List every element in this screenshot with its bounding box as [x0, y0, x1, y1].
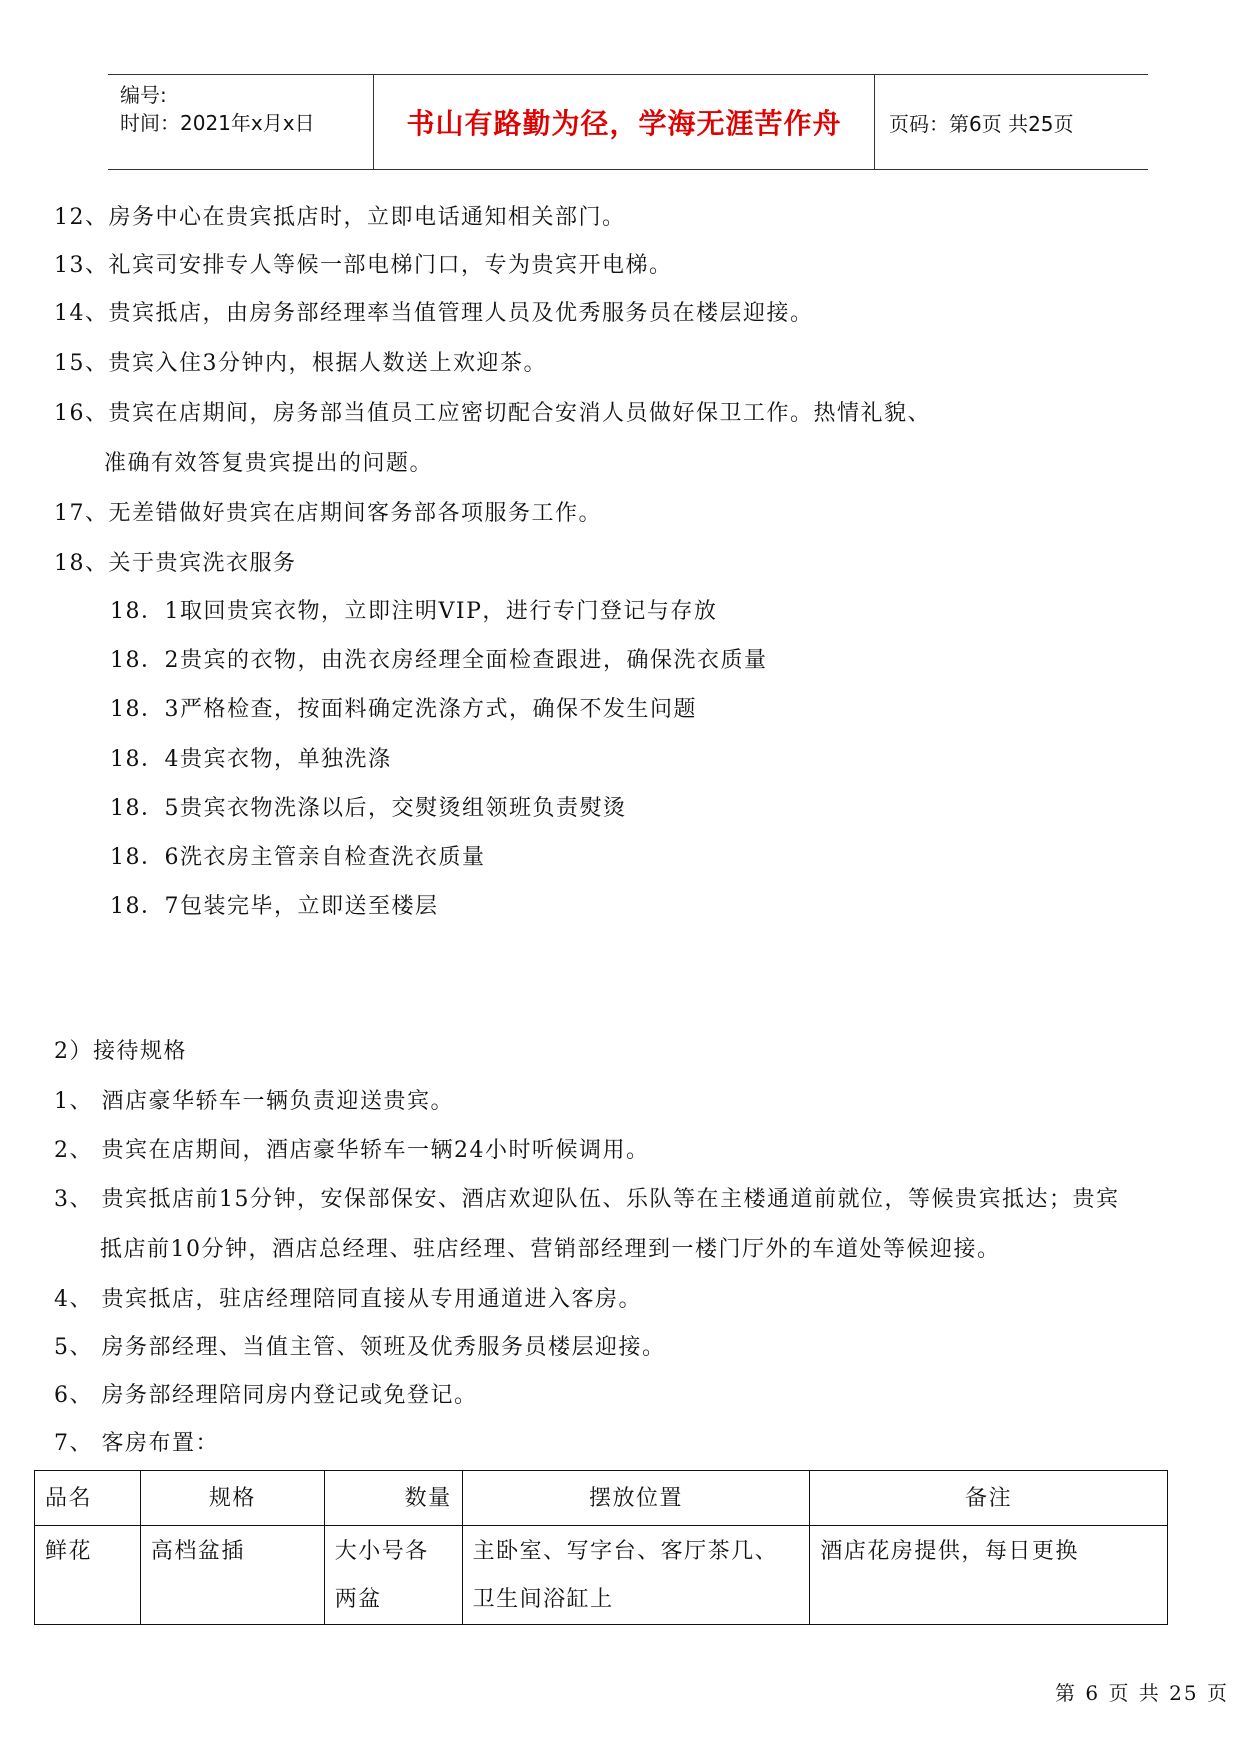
list-item: 1、 酒店豪华轿车一辆负责迎送贵宾。 [54, 1089, 454, 1114]
list-item: 18、关于贵宾洗衣服务 [54, 551, 297, 576]
header-cell-name: 品名 [35, 1471, 141, 1526]
cell-placement: 主卧室、写字台、客厅茶几、卫生间浴缸上 [462, 1526, 810, 1625]
list-item: 6、 房务部经理陪同房内登记或免登记。 [54, 1383, 478, 1408]
section-2-title: 2）接待规格 [54, 1039, 187, 1064]
header-page-info: 页码：第6页 共25页 [889, 111, 1074, 136]
header-cell-spec: 规格 [140, 1471, 324, 1526]
cell-name: 鲜花 [35, 1526, 141, 1625]
list-item: 5、 房务部经理、当值主管、领班及优秀服务员楼层迎接。 [54, 1335, 666, 1360]
list-item: 17、无差错做好贵宾在店期间客务部各项服务工作。 [54, 501, 602, 526]
header-cell-placement: 摆放位置 [462, 1471, 810, 1526]
cell-quantity: 大小号各两盆 [324, 1526, 462, 1625]
list-item: 18．1取回贵宾衣物，立即注明VIP，进行专门登记与存放 [110, 599, 718, 624]
time-label: 时间：2021年x月x日 [120, 111, 315, 135]
list-item: 18．2贵宾的衣物，由洗衣房经理全面检查跟进，确保洗衣质量 [110, 648, 768, 673]
header-cell-quantity: 数量 [324, 1471, 462, 1526]
table-row [35, 1526, 1168, 1625]
list-item: 2、 贵宾在店期间，酒店豪华轿车一辆24小时听候调用。 [54, 1138, 650, 1163]
list-item: 准确有效答复贵宾提出的问题。 [104, 451, 434, 476]
list-item: 7、 客房布置： [54, 1431, 219, 1456]
page-footer: 第 6 页 共 25 页 [1055, 1681, 1229, 1705]
list-item: 12、房务中心在贵宾抵店时，立即电话通知相关部门。 [54, 205, 626, 230]
list-item: 4、 贵宾抵店，驻店经理陪同直接从专用通道进入客房。 [54, 1287, 642, 1312]
header-meta [108, 75, 373, 169]
header-cell-remarks: 备注 [810, 1471, 1168, 1526]
list-item: 18．4贵宾衣物，单独洗涤 [110, 747, 392, 772]
table-header-row [35, 1471, 1168, 1526]
list-item: 14、贵宾抵店，由房务部经理率当值管理人员及优秀服务员在楼层迎接。 [54, 301, 814, 326]
list-item: 抵店前10分钟，酒店总经理、驻店经理、营销部经理到一楼门厅外的车道处等候迎接。 [100, 1237, 1001, 1262]
list-item: 16、贵宾在店期间，房务部当值员工应密切配合安消人员做好保卫工作。热情礼貌、 [54, 401, 931, 426]
cell-spec: 高档盆插 [140, 1526, 324, 1625]
list-item: 18．5贵宾衣物洗涤以后，交熨烫组领班负责熨烫 [110, 796, 627, 821]
list-item: 18．7包装完毕，立即送至楼层 [110, 894, 439, 919]
page-header [108, 74, 1148, 170]
number-label: 编号: [120, 83, 167, 107]
motto: 书山有路勤为径，学海无涯苦作舟 [373, 75, 875, 169]
list-item: 18．6洗衣房主管亲自检查洗衣质量 [110, 845, 486, 870]
list-item: 15、贵宾入住3分钟内，根据人数送上欢迎茶。 [54, 351, 547, 376]
list-item: 18．3严格检查，按面料确定洗涤方式，确保不发生问题 [110, 697, 697, 722]
list-item: 3、 贵宾抵店前15分钟，安保部保安、酒店欢迎队伍、乐队等在主楼通道前就位，等候贵宾抵达；贵宾 [54, 1187, 1120, 1212]
cell-remarks: 酒店花房提供，每日更换 [810, 1526, 1168, 1625]
room-setup-table [34, 1470, 1168, 1625]
list-item: 13、礼宾司安排专人等候一部电梯门口，专为贵宾开电梯。 [54, 253, 673, 278]
